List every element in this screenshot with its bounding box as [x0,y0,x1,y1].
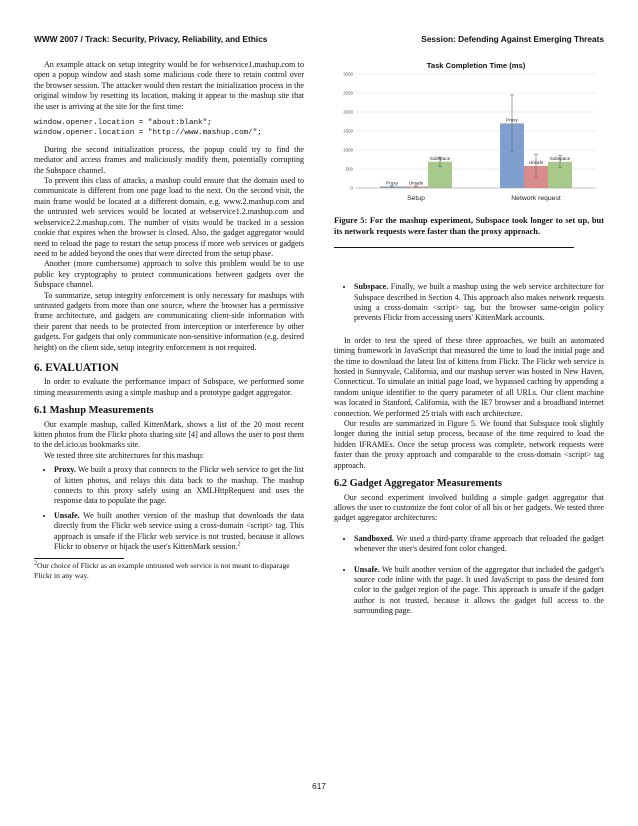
bar-label: Proxy [386,180,398,186]
x-category-label: Setup [407,195,425,202]
page-number: 617 [312,781,326,791]
list-text: We used a third-party iframe approach that reloaded the gadget whenever the user's desired font color changed. [354,533,604,554]
list-item [54,465,304,507]
y-tick-label: 500 [345,166,353,172]
list-term: Unsafe. [54,510,80,520]
running-header-right: Session: Defending Against Emerging Threats [421,34,604,44]
bar-label: Unsafe [528,159,544,165]
running-header-left: WWW 2007 / Track: Security, Privacy, Reliability, and Ethics [34,34,268,44]
architecture-list [34,465,304,552]
figure-caption: Figure 5: For the mashup experiment, Subspace took longer to set up, but its network requests were faster than the proxy approach. [334,216,604,236]
y-tick-label: 1500 [343,128,353,134]
list-text: We built another version of the aggregator that included the gadget's source code inline with the page. It used JavaScript to pass the desired font color to the gadget region of the page. This approach is unsafe if the gadget author is not trusted, because it allows the gadget full access to the surrounding page. [354,564,604,616]
y-tick-label: 2000 [343,109,353,115]
list-item [354,534,604,555]
paragraph: To summarize, setup integrity enforcement is only necessary for mashups with untrusted gadgets from more than one source, where the browser has a permissive frame architecture, and gadgets are communicating client-side information with their parent that needs to be protected from interception or interference by other gadgets. For gadgets that only communicate non-sensitive information (e.g. desired height) on the client side, setup integrity enforcement is not required. [34,290,304,352]
bar-label: Subspace [429,155,451,161]
list-item [54,511,304,553]
footnote-rule [34,558,124,559]
chart-title: Task Completion Time (ms) [426,61,526,70]
bar-label: Subspace [549,155,571,161]
list-text: We built a proxy that connects to the Flickr web service to get the list of kitten photos, and relays this data back to the mashup. The mashup connects to this proxy safely using an XMLHttpRequest and uses the response data to populate the page. [54,465,304,506]
bar-label: Proxy [506,117,518,123]
code-line: window.opener.location = "http://www.mashup.com/"; [34,129,262,138]
paragraph: During the second initialization process, the popup could try to find the mediator and access frames and maliciously modify them, potentially corrupting the Subspace channel. [34,144,304,175]
list-item [354,565,604,617]
paragraph: To prevent this class of attacks, a mashup could ensure that the domain used to communicate is different from one page load to the next. On the second visit, the main frame would be located at a different domain, e.g. www.2.mashup.com and the untrusted web services would be located at webservice1.2.mashup.com and webservice2.2.mashup.com. The number of visits would be tracked in a session cookie that expires when the browser is closed. Also, the gadget aggregator would need to reload the page to restart the setup process if more web services or gadgets need to be added beyond the ones that were directed from the setup phase. [34,176,304,258]
right-column [334,60,604,621]
list-item [354,282,604,324]
paragraph: Another (more cumbersome) approach to solve this problem would be to use public key cryptography to protect communications between gadgets over the Subspace channel. [34,259,304,290]
list-text: We built another version of the mashup that downloads the data directly from the Flickr web service using a cross-domain <script> tag. This approach is unsafe if the Flickr web service is not trusted, because it allows Flickr to observe or hijack the user's KittenMark session. [54,510,304,552]
footnote-mark: 2 [34,560,37,567]
paragraph: Our results are summarized in Figure 5. We found that Subspace took slightly longer during the initial setup process, because of the time required to load the hidden IFRAMEs. Once the setup process was complete, network requests were faster than the proxy approach and comparable to the cross-domain <script> tag approach. [334,419,604,470]
y-tick-label: 2500 [343,90,353,96]
architecture-list [334,282,604,324]
y-tick-label: 1000 [343,147,353,153]
bar-label: Unsafe [408,180,424,186]
y-tick-label: 0 [350,185,353,191]
figure-5-chart [334,60,604,210]
paragraph: Our example mashup, called KittenMark, shows a list of the 20 most recent kitten photos from the Flickr photo sharing site [4] and allows the user to post them to the del.icio.us bookmarks site. [34,419,304,450]
list-term: Proxy. [54,465,76,475]
subsection-heading: 6.1 Mashup Measurements [34,405,154,417]
paragraph: Our second experiment involved building a simple gadget aggregator that allows the user to customize the font color of all his or her gadgets. We tested three gadget aggregator architectures: [334,492,604,523]
list-term: Subspace. [354,282,389,292]
list-term: Sandboxed. [354,533,395,543]
list-text: Finally, we built a mashup using the web service architecture for Subspace described in Section 4. This approach also makes network requests using a cross-domain <script> tag, but the browser same-origin policy prevents Flickr from accessing users' KittenMark accounts. [354,282,604,323]
paragraph: In order to evaluate the performance impact of Subspace, we performed some timing measurements using a simple mashup and a prototype gadget aggregator. [34,377,304,397]
code-line: window.opener.location = "about:blank"; [34,119,212,128]
caption-rule [334,247,574,248]
footnote [34,561,304,580]
footnote-ref: 2 [237,541,241,548]
section-heading: 6. EVALUATION [34,361,119,374]
y-tick-label: 3000 [343,71,353,77]
x-category-label: Network request [511,195,561,202]
paragraph: An example attack on setup integrity would be for webservice1.mashup.com to open a popup window and stash some malicious code there to retain control over the browser session. The attacker would then restart the initialization process in the original window by resetting its location, making it appear to the mashup site that the user is arriving at the site for the first time: [34,60,304,111]
bar-chart [334,60,604,210]
aggregator-list [334,534,604,617]
footnote-text: Our choice of Flickr as an example untrusted web service is not meant to disparage Flickr in any way. [34,561,290,580]
subsection-heading: 6.2 Gadget Aggregator Measurements [334,478,502,490]
paragraph: In order to test the speed of these three approaches, we built an automated timing framework in JavaScript that measured the time to load the initial page and the time to download the latest list of kittens from Flickr. The Flickr web service is hosted in Sunnyvale, California, and our mashup server was hosted in New Haven, Connecticut. To simulate an initial page load, we bypassed caching by appending a random unique identifier to the query parameter of all URLs. Our client machine was located in Stanford, California, with the IE7 browser and a broadband internet connection. We performed 25 trials with each architecture. [334,335,604,418]
left-column [34,60,304,580]
list-term: Unsafe. [354,564,380,574]
paragraph: We tested three site architectures for this mashup: [44,450,205,460]
